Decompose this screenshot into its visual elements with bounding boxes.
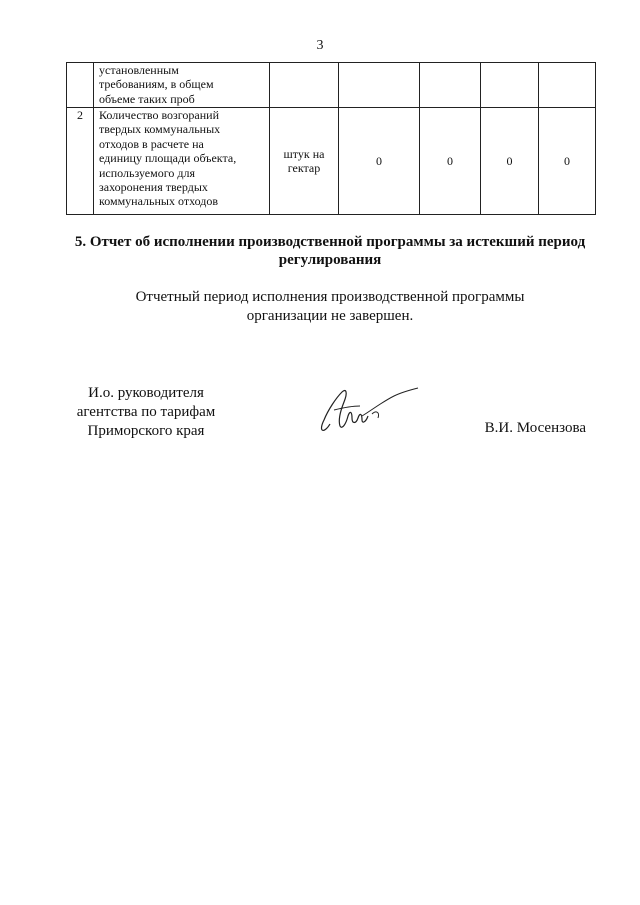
paragraph-line: Отчетный период исполнения производственной программы <box>135 289 525 305</box>
description-cell <box>94 108 270 215</box>
signatory-title-line: агентства по тарифам <box>76 404 216 420</box>
unit-line: гектар <box>287 161 321 175</box>
paragraph-line: организации не завершен. <box>246 308 414 324</box>
signatory-title-line: Приморского края <box>87 423 205 439</box>
signatory-title <box>56 384 236 441</box>
page-number: 3 <box>316 38 324 53</box>
table-row <box>67 63 596 108</box>
unit-line: штук на <box>283 146 325 161</box>
description-line: требованиям, в общем <box>99 77 214 92</box>
value-cell: 0 <box>539 108 596 215</box>
value-cell: 0 <box>420 108 481 215</box>
description-line: используемого для <box>99 165 195 180</box>
description-line: объеме таких проб <box>99 91 195 106</box>
section-heading-line: регулирования <box>278 252 382 268</box>
value-cell <box>481 63 539 108</box>
section-heading-line: 5. Отчет об исполнении производственной программы за истекший период <box>74 234 586 250</box>
value-cell <box>420 63 481 108</box>
description-line: установленным <box>99 63 179 77</box>
indicators-table <box>66 62 596 215</box>
description-line: единицу площади объекта, <box>99 151 237 166</box>
section-heading <box>40 233 620 269</box>
value-cell: 0 <box>481 108 539 215</box>
description-line: отходов в расчете на <box>99 136 204 151</box>
handwritten-signature <box>316 380 426 440</box>
signatory-title-line: И.о. руководителя <box>88 385 204 401</box>
value-cell <box>539 63 596 108</box>
value-cell: 0 <box>339 108 420 215</box>
description-line: коммунальных отходов <box>99 194 219 209</box>
description-line: Количество возгораний <box>99 108 220 122</box>
signatory-name: В.И. Мосензова <box>484 420 586 436</box>
unit-cell <box>270 63 339 108</box>
description-cell <box>94 63 270 108</box>
row-number-cell: 2 <box>67 108 94 215</box>
description-line: твердых коммунальных <box>99 122 221 137</box>
table-row <box>67 108 596 215</box>
value-cell <box>339 63 420 108</box>
row-number-cell <box>67 63 94 108</box>
status-paragraph <box>60 288 600 326</box>
description-line: захоронения твердых <box>99 180 208 195</box>
unit-cell <box>270 108 339 215</box>
